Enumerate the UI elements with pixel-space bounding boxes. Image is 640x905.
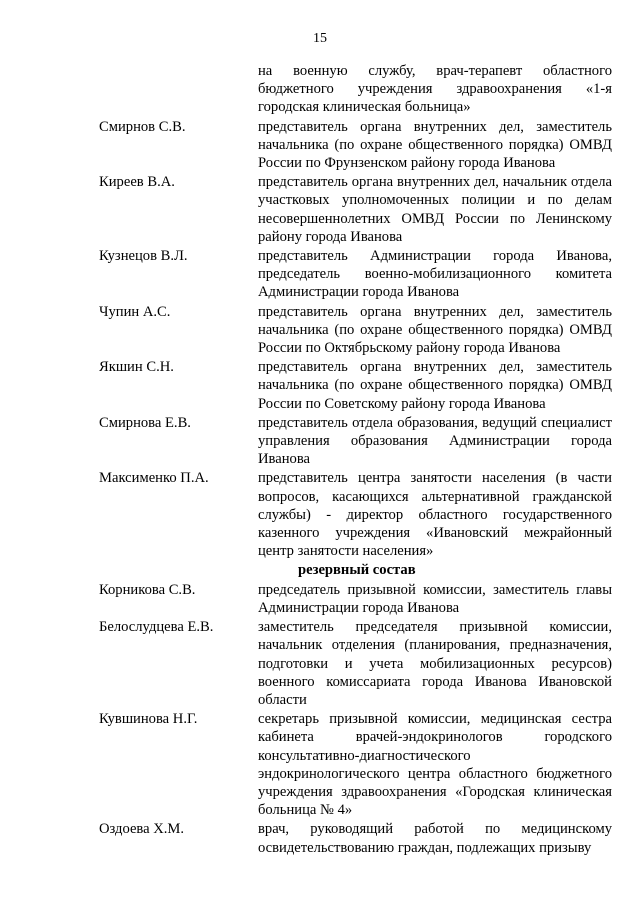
member-name: Максименко П.А. xyxy=(99,470,209,487)
page-number: 15 xyxy=(313,31,327,46)
reserve-member-row xyxy=(0,581,640,617)
continuation-row xyxy=(0,62,640,117)
member-name: Смирнова Е.В. xyxy=(99,414,191,431)
member-name: Киреев В.А. xyxy=(99,174,175,191)
member-name: Кувшинова Н.Г. xyxy=(99,711,198,728)
member-name: Оздоева Х.М. xyxy=(99,821,185,838)
member-position: представитель центра занятости населения (в части вопросов, касающихся альтернативной гражданской службы) - директор областного государственного казенного учреждения «Ивановский межрайонный центр занятости населения» xyxy=(258,470,612,560)
member-row xyxy=(0,173,640,246)
member-position: представитель Администрации города Иванова, председатель военно-мобилизационного комитета Администрации города Иванова xyxy=(258,248,612,301)
member-row xyxy=(0,414,640,469)
member-name: Кузнецов В.Л. xyxy=(99,248,188,265)
reserve-member-row xyxy=(0,618,640,709)
reserve-heading: резервный состав xyxy=(298,562,416,579)
member-name: Якшин С.Н. xyxy=(99,359,174,376)
member-name: Белослудцева Е.В. xyxy=(99,619,214,636)
member-position: представитель органа внутренних дел, заместитель начальника (по охране общественного порядка) ОМВД России по Фрунзенском району города Иванова xyxy=(258,118,612,172)
member-position: заместитель председателя призывной комиссии, начальник отделения (планирования, предназначения, подготовки и учета мобилизационных ресурсов) военного комиссариата города Иванова Ивановской области xyxy=(258,619,612,708)
member-row xyxy=(0,247,640,302)
continuation-text: на военную службу, врач-терапевт областного бюджетного учреждения здравоохранения «1-я городская клиническая больница» xyxy=(258,63,612,116)
member-position: представитель органа внутренних дел, начальник отдела участковых уполномоченных полиции и по делам несовершеннолетних ОМВД России по Ленинскому району города Иванова xyxy=(258,174,612,245)
member-name: Смирнов С.В. xyxy=(99,118,186,135)
member-position: председатель призывной комиссии, заместитель главы Администрации города Иванова xyxy=(258,581,612,616)
member-position: представитель органа внутренних дел, заместитель начальника (по охране общественного порядка) ОМВД России по Октябрьскому району города Иванова xyxy=(258,303,612,357)
reserve-heading-row xyxy=(0,561,640,579)
commission-list xyxy=(0,62,640,858)
member-position: представитель органа внутренних дел, заместитель начальника (по охране общественного порядка) ОМВД России по Советскому району города Иванова xyxy=(258,359,612,412)
member-position: секретарь призывной комиссии, медицинская сестра кабинета врачей-эндокринологов городского консультативно-диагностического эндокринологического центра областного бюджетного учреждения здравоохранения «Городская клиническая больница № 4» xyxy=(258,711,612,819)
member-name: Чупин А.С. xyxy=(99,303,171,320)
reserve-member-row xyxy=(0,820,640,856)
member-row xyxy=(0,469,640,560)
member-row xyxy=(0,118,640,173)
member-name: Корникова С.В. xyxy=(99,581,196,598)
reserve-member-row xyxy=(0,710,640,819)
member-position: представитель отдела образования, ведущий специалист управления образования Администрации города Иванова xyxy=(258,414,612,468)
member-row xyxy=(0,303,640,358)
member-row xyxy=(0,358,640,413)
member-position: врач, руководящий работой по медицинскому освидетельствованию граждан, подлежащих призыву xyxy=(258,821,612,856)
